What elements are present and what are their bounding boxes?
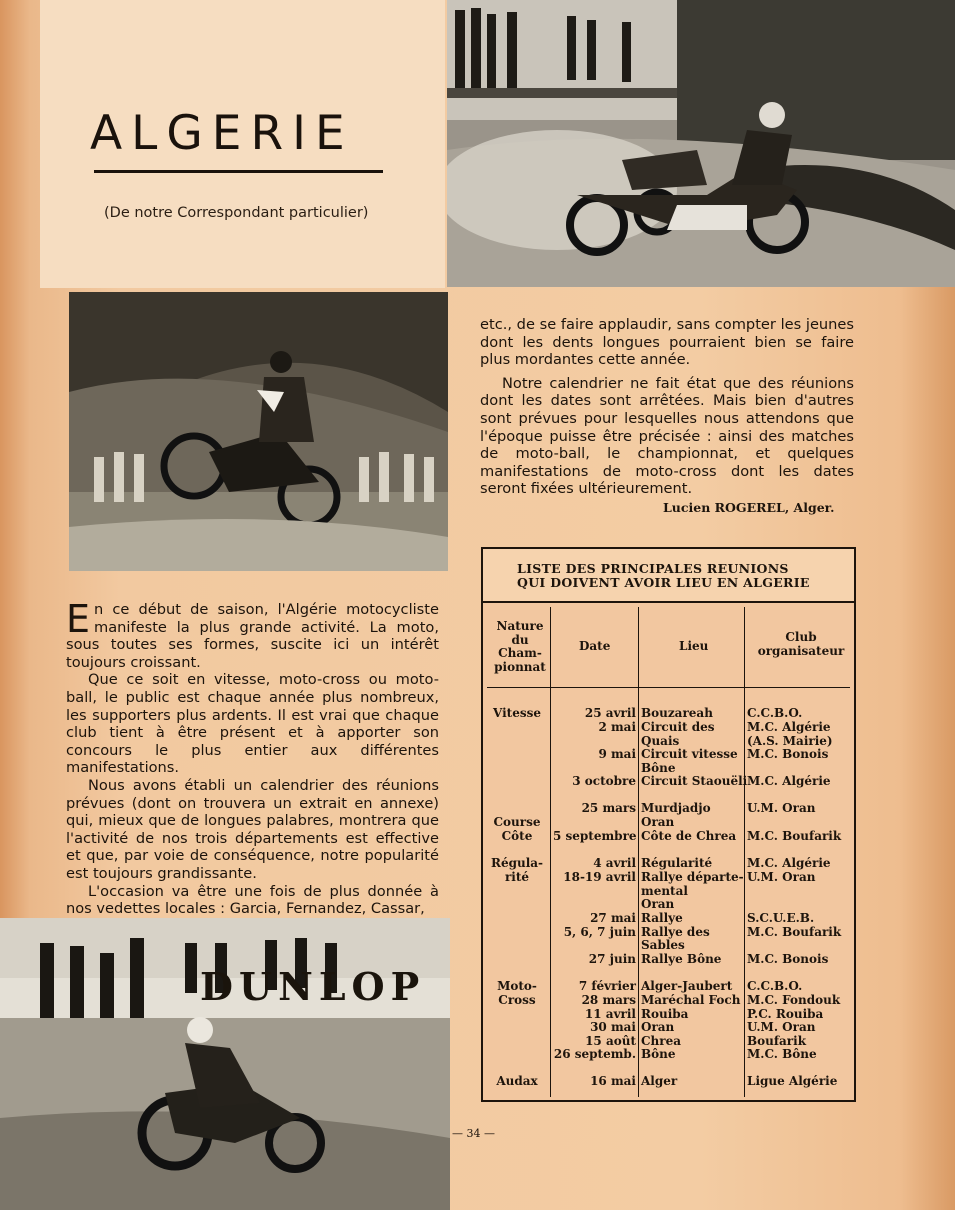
right-column: [480, 316, 854, 498]
cell-lieu: Rallye des: [641, 925, 710, 939]
cell-date: 3 octobre: [572, 774, 636, 788]
cell-club: M.C. Boufarik: [747, 925, 842, 939]
cell-date: 5 septembre: [553, 829, 637, 843]
header-nature-line: Nature: [496, 619, 544, 633]
cell-club: M.C. Bonois: [747, 952, 829, 966]
cell-date: 16 mai: [590, 1074, 636, 1088]
drop-cap: E: [66, 597, 91, 641]
table-title-line-2: QUI DOIVENT AVOIR LIEU EN ALGERIE: [517, 575, 810, 590]
cell-lieu: Oran: [641, 897, 675, 911]
dunlop-banner: DUNLOP: [200, 966, 426, 1008]
cell-lieu: Rallye départe-: [641, 870, 744, 884]
cell-lieu: Murdjadjo: [641, 801, 711, 815]
cell-lieu: Rouiba: [641, 1007, 689, 1021]
cell-club: M.C. Fondouk: [747, 993, 841, 1007]
subtitle: (De notre Correspondant particulier): [104, 205, 369, 221]
cell-lieu: Rallye Bône: [641, 952, 722, 966]
table-title: [483, 549, 854, 603]
paragraph-1-text: n ce début de saison, l'Algérie motocycliste manifeste la plus grande activité. La moto, sous toutes ses formes, suscite ici un intérêt toujours croissant.: [66, 601, 439, 671]
paragraph-4: L'occasion va être une fois de plus donnée à nos vedettes locales : Garcia, Fernandez, Cassar,: [66, 882, 439, 918]
cell-date: 27 mai: [590, 911, 636, 925]
cell-club: M.C. Bône: [747, 1047, 817, 1061]
cell-lieu: Oran: [641, 1020, 675, 1034]
header-nature-line: pionnat: [494, 659, 546, 674]
header-nature: [493, 620, 547, 674]
cell-lieu: Bône: [641, 761, 676, 775]
cell-date: 4 avril: [593, 856, 636, 870]
paragraph-6: Notre calendrier ne fait état que des réunions dont les dates sont arrêtées. Mais bien d'autres sont prévues pour lesquelles nous attendons que l'époque puisse être précisée : ainsi des matches de moto-ball, le championnat, et quelques manifestations de moto-cross dont les dates seront fixées ultérieurement.: [480, 374, 854, 498]
header-nature-line: Cham-: [498, 646, 542, 661]
cell-nature: Audax: [496, 1074, 538, 1088]
table-title-line-1: LISTE DES PRINCIPALES REUNIONS: [517, 561, 789, 576]
cell-nature: Côte: [501, 829, 533, 843]
dunlop-circuit-photo: [0, 918, 450, 1210]
cell-club: M.C. Algérie: [747, 856, 831, 870]
cell-lieu: Circuit vitesse: [641, 747, 738, 761]
cell-nature: Régula-: [490, 856, 544, 870]
cell-club: Boufarik: [747, 1034, 807, 1048]
header-club-line: organisateur: [757, 643, 845, 658]
header-club-line: Club: [785, 630, 817, 644]
cell-lieu: Sables: [641, 938, 685, 952]
cell-club: P.C. Rouiba: [747, 1007, 824, 1021]
cell-date: 25 mars: [581, 801, 636, 815]
cell-date: 27 juin: [588, 952, 636, 966]
cell-lieu: Maréchal Foch: [641, 993, 741, 1007]
cell-date: 26 septemb.: [553, 1047, 636, 1061]
column-rule: [638, 607, 639, 1097]
cell-lieu: mental: [641, 884, 688, 898]
cell-date: 9 mai: [598, 747, 636, 761]
cell-club: M.C. Algérie: [747, 774, 831, 788]
cell-date: 18-19 avril: [563, 870, 636, 884]
cell-club: Ligue Algérie: [747, 1074, 838, 1088]
cell-club: U.M. Oran: [747, 801, 816, 815]
cell-date: 28 mars: [581, 993, 636, 1007]
cell-nature: Vitesse: [493, 706, 541, 720]
cell-club: M.C. Algérie: [747, 720, 831, 734]
header-nature-line: du: [511, 632, 529, 647]
cell-club: S.C.U.E.B.: [747, 911, 815, 925]
cell-date: 11 avril: [584, 1007, 636, 1021]
author-signature: Lucien ROGEREL, Alger.: [663, 500, 835, 515]
cell-lieu: Rallye: [641, 911, 683, 925]
cell-club: U.M. Oran: [747, 1020, 816, 1034]
sidecar-race-photo: [447, 0, 955, 287]
left-column: [66, 597, 439, 918]
header-divider: [487, 687, 850, 688]
cell-club: C.C.B.O.: [747, 979, 803, 993]
cell-lieu: Régularité: [641, 856, 713, 870]
paragraph-2: Que ce soit en vitesse, moto-cross ou moto-ball, le public est chaque année plus nombreux, les supporters plus ardents. Il est vrai que chaque club tient à être présent et à apporter son concours le plus entier aux différentes manifestations.: [66, 671, 439, 777]
cell-date: 25 avril: [584, 706, 636, 720]
calendar-table: [481, 547, 856, 1102]
cell-nature: Moto-: [497, 979, 537, 993]
cell-date: 5, 6, 7 juin: [563, 925, 636, 939]
cell-date: 2 mai: [598, 720, 636, 734]
cell-date: 15 août: [585, 1034, 636, 1048]
cell-lieu: Chrea: [641, 1034, 682, 1048]
column-rule: [550, 607, 551, 1097]
cell-lieu: Oran: [641, 815, 675, 829]
cell-nature: rité: [504, 870, 530, 884]
cell-club: M.C. Bonois: [747, 747, 829, 761]
cell-lieu: Bouzareah: [641, 706, 713, 720]
header-club: [755, 631, 847, 658]
cell-lieu: Côte de Chrea: [641, 829, 737, 843]
page-number: — 34 —: [452, 1127, 495, 1140]
cell-club: U.M. Oran: [747, 870, 816, 884]
header-lieu: Lieu: [679, 639, 709, 653]
cell-date: 7 février: [578, 979, 636, 993]
cell-lieu: Circuit des: [641, 720, 715, 734]
cell-date: 30 mai: [590, 1020, 636, 1034]
cell-lieu: Alger: [641, 1074, 678, 1088]
cell-nature: Course: [493, 815, 541, 829]
title-underline: [94, 170, 383, 173]
paragraph-3: Nous avons établi un calendrier des réunions prévues (dont on trouvera un extrait en annexe) qui, mieux que de longues palabres, montrera que l'activité de nos trois départements est effective et que, par voie de conséquence, notre popularité est toujours grandissante.: [66, 776, 439, 882]
cell-lieu: Quais: [641, 734, 680, 748]
motocross-rider-photo: [69, 292, 448, 571]
header-date: Date: [579, 639, 611, 653]
paragraph-5: etc., de se faire applaudir, sans compter les jeunes dont les dents longues pourraient bien se faire plus mordantes cette année.: [480, 316, 854, 369]
paragraph-1: [66, 597, 439, 671]
cell-club: C.C.B.O.: [747, 706, 803, 720]
cell-lieu: Circuit Staouëli: [641, 774, 748, 788]
cell-lieu: Alger-Jaubert: [641, 979, 733, 993]
cell-lieu: Bône: [641, 1047, 676, 1061]
cell-club: M.C. Boufarik: [747, 829, 842, 843]
page-title: ALGERIE: [90, 106, 354, 161]
cell-club: (A.S. Mairie): [747, 734, 833, 748]
cell-nature: Cross: [498, 993, 536, 1007]
